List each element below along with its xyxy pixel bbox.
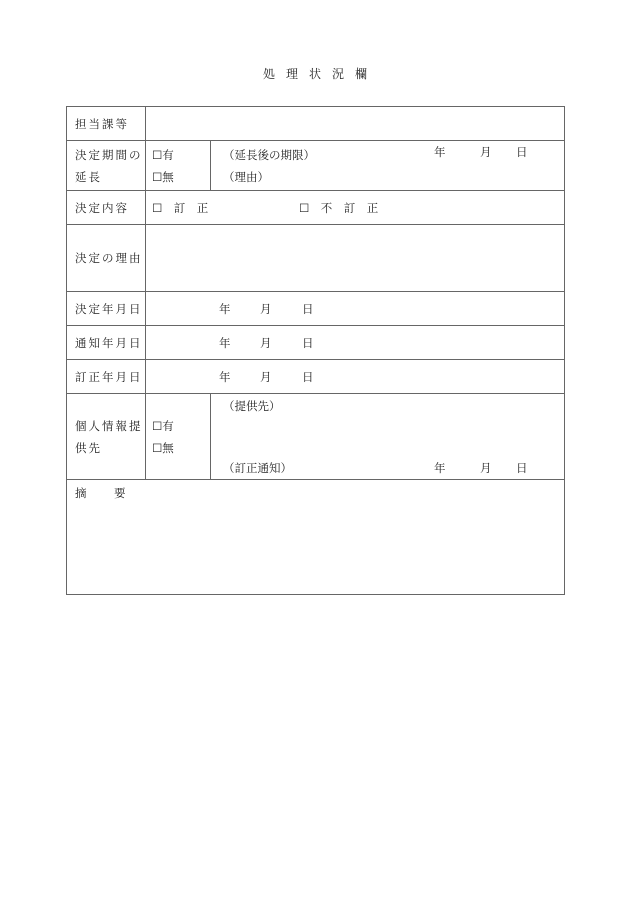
label-decision-reason: 決定の理由 bbox=[67, 225, 146, 292]
label-extension bbox=[67, 141, 146, 191]
row-correction-date bbox=[67, 360, 565, 394]
no-correct-checkbox[interactable]: ☐ 不 訂 正 bbox=[299, 201, 379, 215]
field-summary[interactable] bbox=[67, 480, 565, 595]
provision-yes-checkbox[interactable]: ☐有 bbox=[152, 418, 174, 433]
decision-day: 日 bbox=[302, 302, 314, 316]
provision-day: 日 bbox=[516, 461, 528, 475]
label-correction-date: 訂正年月日 bbox=[67, 360, 146, 394]
decision-content-options bbox=[146, 191, 565, 225]
row-decision-content bbox=[67, 191, 565, 225]
correction-day: 日 bbox=[302, 370, 314, 384]
processing-status-table bbox=[66, 106, 565, 595]
provision-no-checkbox[interactable]: ☐無 bbox=[152, 440, 174, 455]
label-provision bbox=[67, 394, 146, 480]
label-decision-content: 決定内容 bbox=[67, 191, 146, 225]
notice-day: 日 bbox=[302, 336, 314, 350]
notice-month: 月 bbox=[260, 336, 272, 350]
decision-month: 月 bbox=[260, 302, 272, 316]
label-extension-line1: 決定期間の bbox=[75, 147, 143, 162]
label-extension-line2: 延長 bbox=[75, 169, 102, 184]
label-provision-line2: 供先 bbox=[75, 440, 102, 455]
provision-options bbox=[146, 394, 211, 480]
label-tanto: 担当課等 bbox=[67, 107, 146, 141]
field-decision-date[interactable] bbox=[146, 292, 565, 326]
label-provision-line1: 個人情報提 bbox=[75, 418, 143, 433]
label-decision-date: 決定年月日 bbox=[67, 292, 146, 326]
correction-month: 月 bbox=[260, 370, 272, 384]
row-tanto bbox=[67, 107, 565, 141]
notice-year: 年 bbox=[219, 336, 231, 350]
provision-month: 月 bbox=[480, 461, 492, 475]
extension-yes-checkbox[interactable]: ☐有 bbox=[152, 147, 174, 162]
provision-year: 年 bbox=[434, 461, 446, 475]
label-summary: 摘 要 bbox=[75, 486, 134, 500]
extension-detail[interactable] bbox=[211, 141, 565, 191]
row-extension bbox=[67, 141, 565, 191]
decision-year: 年 bbox=[219, 302, 231, 316]
row-notice-date bbox=[67, 326, 565, 360]
extension-month: 月 bbox=[480, 145, 492, 159]
field-tanto[interactable] bbox=[146, 107, 565, 141]
page-title: 処理状況欄 bbox=[262, 67, 378, 81]
extension-options bbox=[146, 141, 211, 191]
field-decision-reason[interactable] bbox=[146, 225, 565, 292]
field-correction-date[interactable] bbox=[146, 360, 565, 394]
row-decision-reason bbox=[67, 225, 565, 292]
provision-detail[interactable] bbox=[211, 394, 565, 480]
correction-notice-label: （訂正通知） bbox=[223, 461, 292, 475]
label-notice-date: 通知年月日 bbox=[67, 326, 146, 360]
correction-year: 年 bbox=[219, 370, 231, 384]
extension-deadline-label: （延長後の期限） bbox=[223, 147, 315, 162]
provided-to-label: （提供先） bbox=[223, 399, 281, 413]
extension-no-checkbox[interactable]: ☐無 bbox=[152, 169, 174, 184]
extension-day: 日 bbox=[516, 145, 528, 159]
row-provision bbox=[67, 394, 565, 480]
correct-checkbox[interactable]: ☐ 訂 正 bbox=[152, 200, 209, 215]
extension-year: 年 bbox=[434, 145, 446, 159]
row-decision-date bbox=[67, 292, 565, 326]
field-notice-date[interactable] bbox=[146, 326, 565, 360]
row-summary bbox=[67, 480, 565, 595]
extension-reason-label: （理由） bbox=[223, 169, 269, 184]
